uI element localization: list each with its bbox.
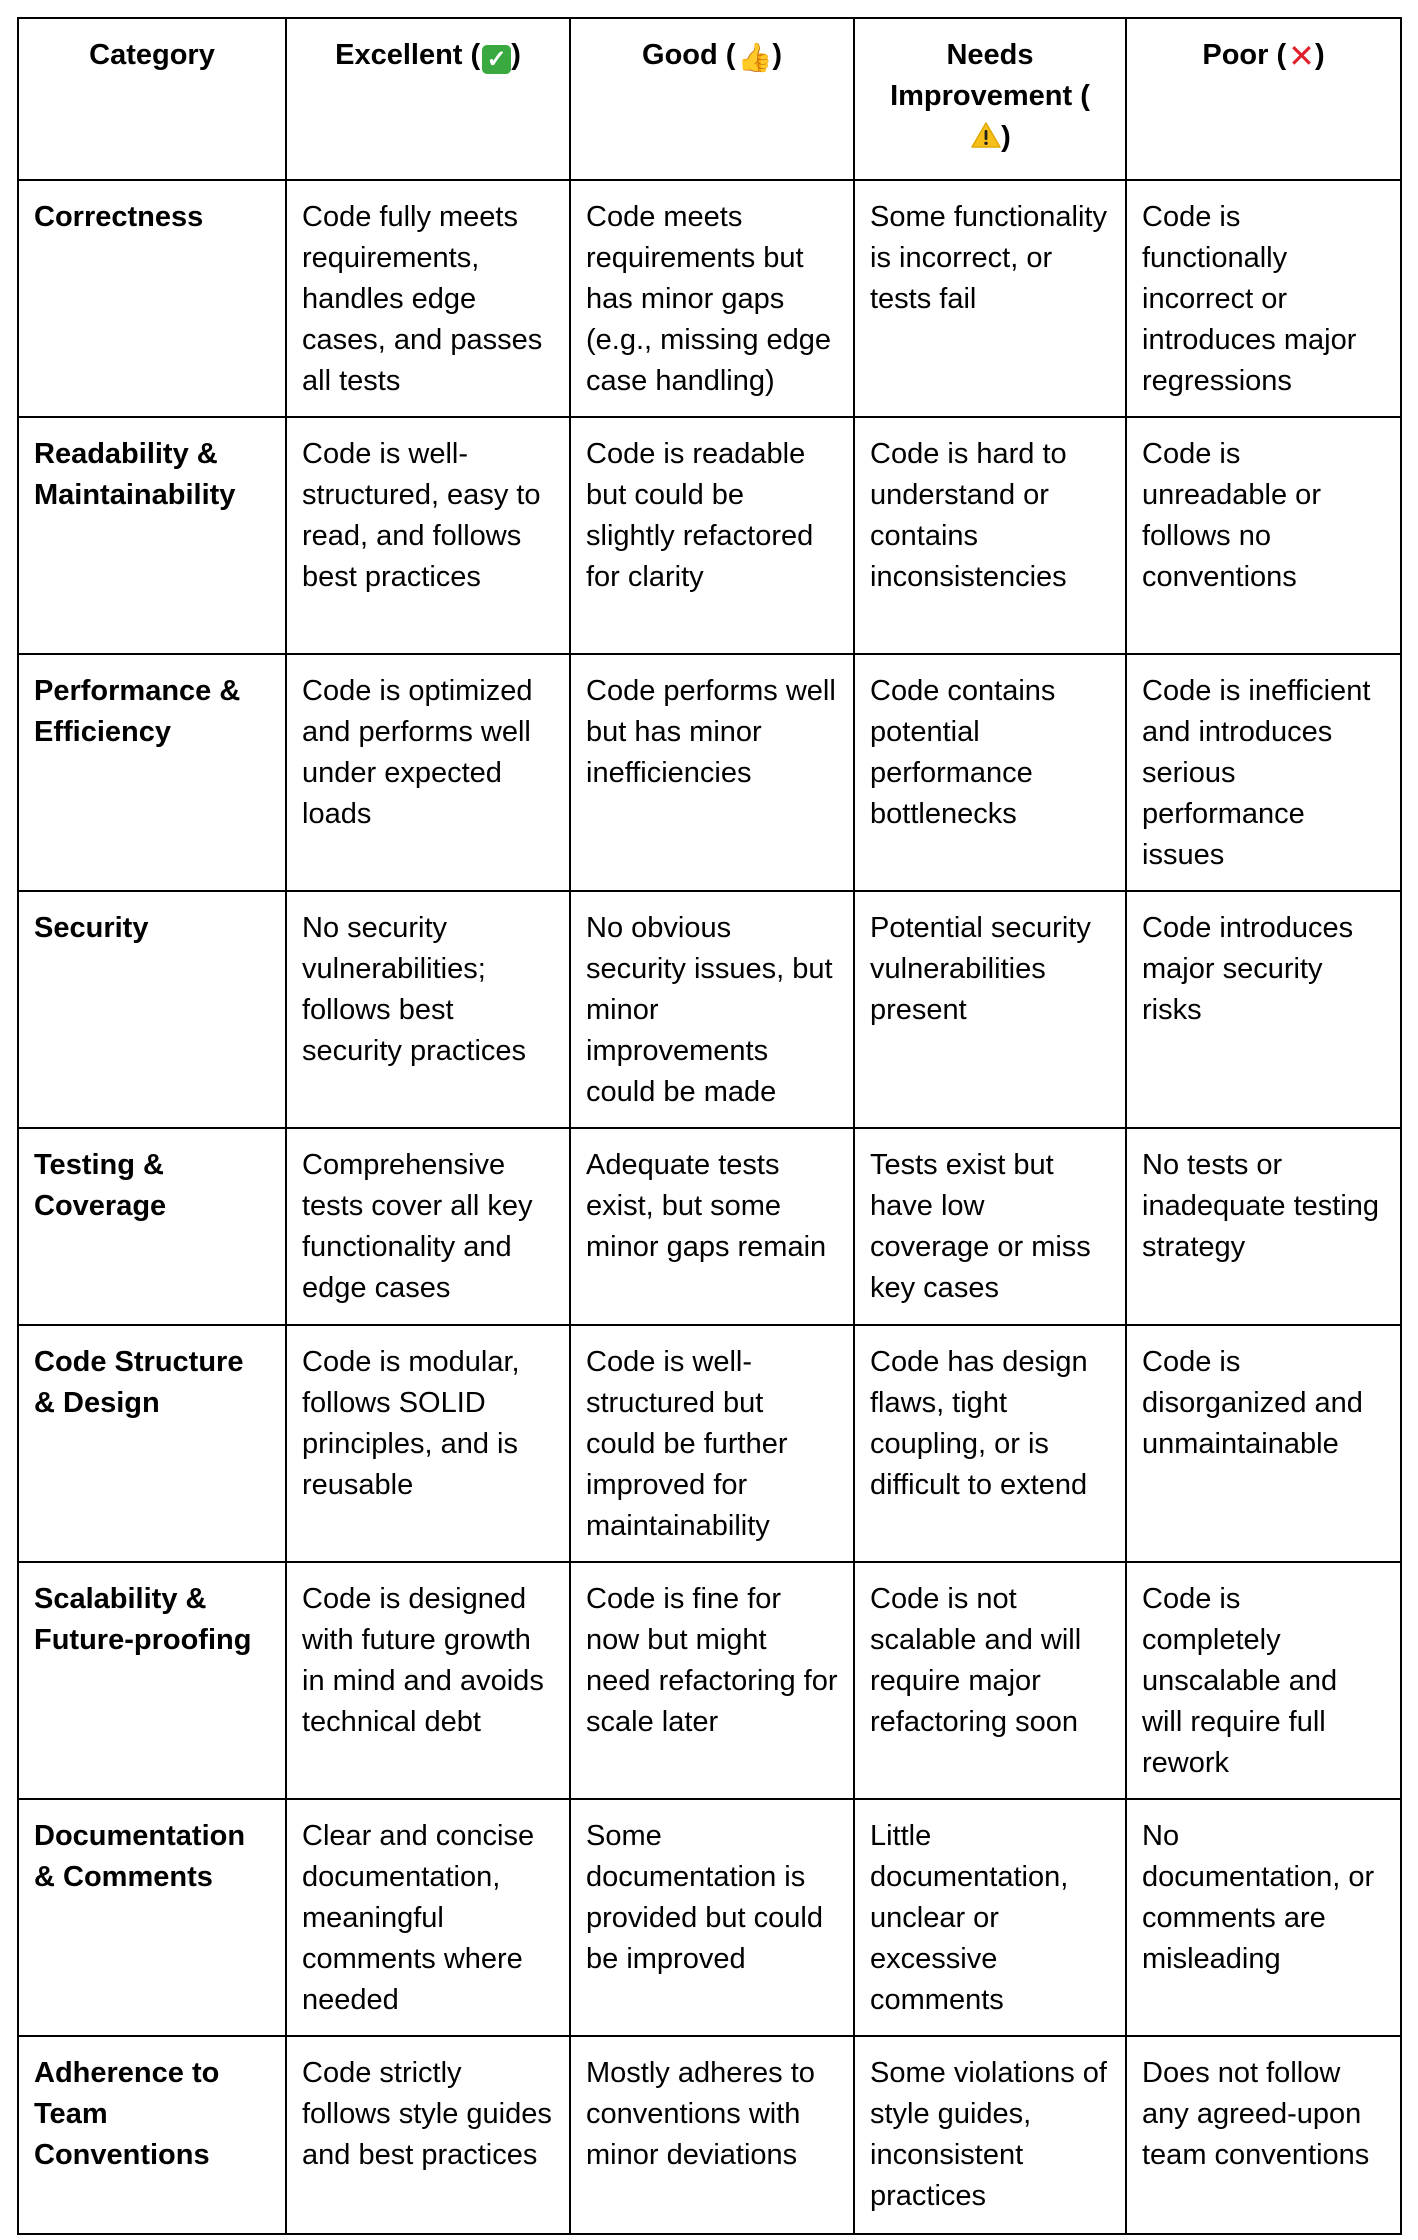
- row-poor: Code is completely unscalable and will require full rework: [1126, 1562, 1401, 1799]
- row-needs-improvement: Code is not scalable and will require major refactoring soon: [854, 1562, 1126, 1799]
- row-good: Code performs well but has minor inefficiencies: [570, 654, 854, 891]
- row-poor: Does not follow any agreed-upon team conventions: [1126, 2036, 1401, 2234]
- row-category: Readability & Maintainability: [18, 417, 286, 654]
- row-poor: Code is functionally incorrect or introduces major regressions: [1126, 180, 1401, 417]
- row-needs-improvement: Some violations of style guides, inconsistent practices: [854, 2036, 1126, 2234]
- thumbs-up-icon: 👍: [737, 41, 773, 74]
- header-row: [18, 18, 1401, 180]
- row-category: Performance & Efficiency: [18, 654, 286, 891]
- header-needs-improvement-close: ): [1001, 121, 1011, 153]
- header-good: [570, 18, 854, 180]
- row-poor: Code is unreadable or follows no conventions: [1126, 417, 1401, 654]
- row-needs-improvement: Code contains potential performance bottlenecks: [854, 654, 1126, 891]
- row-category: Testing & Coverage: [18, 1128, 286, 1325]
- row-good: Code is fine for now but might need refactoring for scale later: [570, 1562, 854, 1799]
- row-excellent: Code is designed with future growth in mind and avoids technical debt: [286, 1562, 570, 1799]
- row-good: Mostly adheres to conventions with minor deviations: [570, 2036, 854, 2234]
- table-row: [18, 417, 1401, 654]
- header-excellent-close: ): [511, 39, 521, 71]
- row-good: Code is readable but could be slightly refactored for clarity: [570, 417, 854, 654]
- warning-icon: [971, 121, 1001, 149]
- table-row: [18, 1325, 1401, 1562]
- row-category: Code Structure & Design: [18, 1325, 286, 1562]
- row-excellent: Code fully meets requirements, handles edge cases, and passes all tests: [286, 180, 570, 417]
- row-poor: No documentation, or comments are misleading: [1126, 1799, 1401, 2036]
- table-row: [18, 1799, 1401, 2036]
- row-needs-improvement: Little documentation, unclear or excessive comments: [854, 1799, 1126, 2036]
- header-poor: [1126, 18, 1401, 180]
- code-review-rubric-table: [17, 17, 1402, 2235]
- header-excellent-label: Excellent (: [335, 39, 481, 71]
- row-good: Adequate tests exist, but some minor gaps remain: [570, 1128, 854, 1325]
- header-needs-improvement-label: Needs Improvement (: [890, 39, 1090, 112]
- header-excellent: [286, 18, 570, 180]
- row-good: Some documentation is provided but could be improved: [570, 1799, 854, 2036]
- header-good-close: ): [772, 39, 782, 71]
- row-excellent: Code is optimized and performs well under expected loads: [286, 654, 570, 891]
- table-row: [18, 654, 1401, 891]
- row-category: Correctness: [18, 180, 286, 417]
- row-needs-improvement: Potential security vulnerabilities present: [854, 891, 1126, 1128]
- header-poor-close: ): [1314, 39, 1325, 71]
- row-category: Security: [18, 891, 286, 1128]
- table-row: [18, 180, 1401, 417]
- header-category-label: Category: [89, 39, 215, 71]
- check-mark-icon: ✓: [482, 45, 511, 74]
- row-category: Adherence to Team Conventions: [18, 2036, 286, 2234]
- row-category: Documentation & Comments: [18, 1799, 286, 2036]
- header-category: [18, 18, 286, 180]
- row-excellent: Code is well-structured, easy to read, and follows best practices: [286, 417, 570, 654]
- row-needs-improvement: Some functionality is incorrect, or tests fail: [854, 180, 1126, 417]
- row-excellent: Clear and concise documentation, meaningful comments where needed: [286, 1799, 570, 2036]
- table-row: [18, 2036, 1401, 2234]
- row-good: No obvious security issues, but minor improvements could be made: [570, 891, 854, 1128]
- row-needs-improvement: Tests exist but have low coverage or miss key cases: [854, 1128, 1126, 1325]
- row-poor: Code is disorganized and unmaintainable: [1126, 1325, 1401, 1562]
- row-good: Code is well-structured but could be further improved for maintainability: [570, 1325, 854, 1562]
- row-poor: Code introduces major security risks: [1126, 891, 1401, 1128]
- header-poor-label: Poor (: [1202, 39, 1287, 71]
- row-excellent: No security vulnerabilities; follows best security practices: [286, 891, 570, 1128]
- header-needs-improvement: [854, 18, 1126, 180]
- row-excellent: Comprehensive tests cover all key functionality and edge cases: [286, 1128, 570, 1325]
- row-excellent: Code strictly follows style guides and best practices: [286, 2036, 570, 2234]
- row-poor: No tests or inadequate testing strategy: [1126, 1128, 1401, 1325]
- table-row: [18, 1562, 1401, 1799]
- row-good: Code meets requirements but has minor gaps (e.g., missing edge case handling): [570, 180, 854, 417]
- row-needs-improvement: Code has design flaws, tight coupling, or is difficult to extend: [854, 1325, 1126, 1562]
- table-row: [18, 891, 1401, 1128]
- row-category: Scalability & Future-proofing: [18, 1562, 286, 1799]
- table-row: [18, 1128, 1401, 1325]
- row-needs-improvement: Code is hard to understand or contains inconsistencies: [854, 417, 1126, 654]
- cross-mark-icon: ✕: [1288, 37, 1315, 75]
- header-good-label: Good (: [642, 39, 736, 71]
- row-excellent: Code is modular, follows SOLID principles, and is reusable: [286, 1325, 570, 1562]
- row-poor: Code is inefficient and introduces serious performance issues: [1126, 654, 1401, 891]
